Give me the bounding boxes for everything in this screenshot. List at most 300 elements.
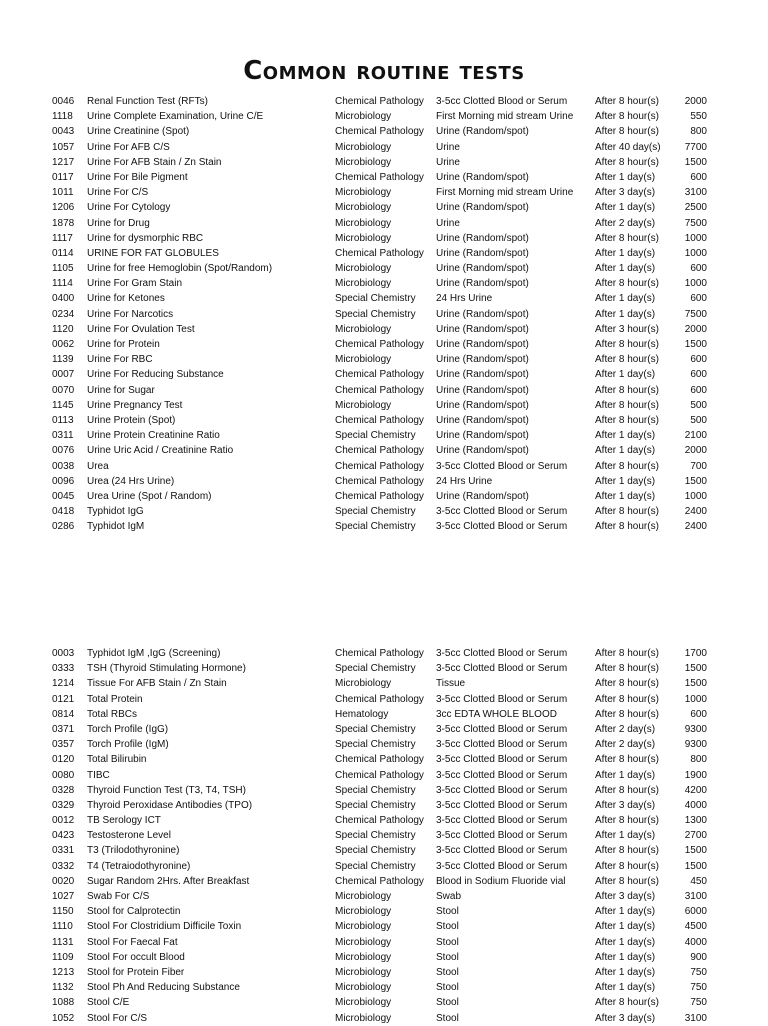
test-specimen: Urine (Random/spot): [436, 399, 529, 411]
test-specimen: 3cc EDTA WHOLE BLOOD: [436, 708, 557, 720]
table-row: [0, 1011, 768, 1026]
table-row: [0, 828, 768, 843]
test-price: 2000: [684, 96, 707, 107]
test-price: 3100: [684, 1012, 707, 1024]
test-department: Special Chemistry: [335, 308, 416, 320]
test-name: Stool Ph And Reducing Substance: [87, 982, 240, 994]
test-code: 0120: [52, 754, 75, 766]
test-code: 1878: [52, 217, 75, 229]
test-turnaround: After 1 day(s): [595, 906, 656, 918]
test-price: 4500: [684, 921, 707, 933]
table-row: [0, 519, 768, 534]
test-specimen: Urine (Random/spot): [436, 232, 529, 244]
test-department: Microbiology: [335, 187, 392, 199]
test-department: Microbiology: [335, 156, 392, 168]
test-turnaround: After 1 day(s): [595, 936, 656, 948]
test-price: 2000: [684, 445, 707, 457]
test-department: Microbiology: [335, 997, 392, 1009]
test-code: 0114: [52, 247, 74, 259]
test-code: 1145: [52, 399, 74, 411]
test-specimen: 3-5cc Clotted Blood or Serum: [436, 815, 568, 827]
test-turnaround: After 8 hour(s): [595, 784, 659, 796]
test-turnaround: After 8 hour(s): [595, 754, 659, 766]
test-code: 0117: [52, 171, 74, 183]
table-row: [0, 843, 768, 858]
table-row: [0, 398, 768, 413]
test-turnaround: After 8 hour(s): [595, 815, 659, 827]
table-row: [0, 124, 768, 139]
test-name: Stool for Calprotectin: [87, 906, 181, 918]
test-turnaround: After 1 day(s): [595, 369, 656, 381]
test-specimen: Stool: [436, 951, 459, 963]
test-code: 0328: [52, 784, 75, 796]
test-turnaround: After 8 hour(s): [595, 648, 659, 659]
test-specimen: Urine (Random/spot): [436, 384, 529, 396]
test-department: Microbiology: [335, 936, 392, 948]
page-title: Common routine tests: [243, 56, 525, 86]
test-turnaround: After 8 hour(s): [595, 126, 659, 138]
table-row: [0, 692, 768, 707]
test-price: 900: [690, 951, 707, 963]
test-department: Special Chemistry: [335, 860, 416, 872]
test-price: 3100: [684, 187, 707, 199]
test-name: Urine for dysmorphic RBC: [87, 232, 204, 244]
test-price: 750: [690, 982, 707, 994]
test-department: Special Chemistry: [335, 723, 416, 735]
test-specimen: Urine (Random/spot): [436, 490, 529, 502]
test-specimen: Urine (Random/spot): [436, 323, 529, 335]
test-code: 1057: [52, 141, 75, 153]
test-turnaround: After 1 day(s): [595, 202, 656, 214]
test-specimen: 24 Hrs Urine: [436, 475, 493, 487]
table-row: [0, 965, 768, 980]
test-turnaround: After 8 hour(s): [595, 845, 659, 857]
test-specimen: Stool: [436, 966, 459, 978]
table-row: [0, 367, 768, 382]
test-name: T4 (Tetraiodothyronine): [87, 860, 191, 872]
test-department: Microbiology: [335, 891, 392, 902]
test-price: 6000: [684, 906, 707, 918]
test-turnaround: After 8 hour(s): [595, 997, 659, 1009]
test-code: 1150: [52, 906, 74, 918]
test-code: 0012: [52, 815, 75, 827]
test-name: Urine For Cytology: [87, 202, 171, 214]
test-specimen: Urine: [436, 156, 460, 168]
test-turnaround: After 8 hour(s): [595, 96, 659, 107]
test-code: 0311: [52, 430, 74, 442]
test-specimen: Stool: [436, 921, 459, 933]
test-department: Chemical Pathology: [335, 490, 424, 502]
table-row: [0, 919, 768, 934]
test-department: Chemical Pathology: [335, 815, 424, 827]
test-code: 1120: [52, 323, 74, 335]
test-code: 0003: [52, 648, 75, 659]
table-row: [0, 768, 768, 783]
test-department: Special Chemistry: [335, 784, 416, 796]
test-code: 0020: [52, 875, 75, 887]
test-specimen: Urine (Random/spot): [436, 202, 529, 214]
test-name: TIBC: [87, 769, 110, 781]
test-department: Special Chemistry: [335, 521, 416, 533]
test-name: Urine For AFB C/S: [87, 141, 170, 153]
test-turnaround: After 2 day(s): [595, 739, 656, 751]
test-code: 1132: [52, 982, 74, 994]
test-turnaround: After 8 hour(s): [595, 278, 659, 290]
test-name: Torch Profile (IgM): [87, 739, 169, 751]
test-department: Microbiology: [335, 921, 392, 933]
table-row: [0, 337, 768, 352]
table-row: [0, 722, 768, 737]
test-department: Microbiology: [335, 982, 392, 994]
test-department: Microbiology: [335, 906, 392, 918]
test-code: 0371: [52, 723, 75, 735]
test-department: Microbiology: [335, 278, 392, 290]
test-price: 1500: [684, 156, 707, 168]
test-code: 1105: [52, 263, 74, 275]
test-turnaround: After 2 day(s): [595, 723, 656, 735]
test-specimen: Stool: [436, 997, 459, 1009]
test-code: 1052: [52, 1012, 75, 1024]
test-department: Chemical Pathology: [335, 247, 424, 259]
test-department: Chemical Pathology: [335, 96, 424, 107]
table-row: [0, 216, 768, 231]
test-name: Stool For occult Blood: [87, 951, 185, 963]
test-department: Special Chemistry: [335, 799, 416, 811]
test-turnaround: After 1 day(s): [595, 921, 656, 933]
test-name: Urine For Narcotics: [87, 308, 174, 320]
test-specimen: 3-5cc Clotted Blood or Serum: [436, 648, 568, 659]
test-department: Special Chemistry: [335, 430, 416, 442]
test-turnaround: After 3 day(s): [595, 187, 656, 199]
test-price: 1500: [684, 475, 707, 487]
test-name: Urine for free Hemoglobin (Spot/Random): [87, 263, 273, 275]
test-name: Stool for Protein Fiber: [87, 966, 185, 978]
table-row: [0, 707, 768, 722]
test-price: 500: [690, 414, 707, 426]
test-specimen: Urine (Random/spot): [436, 369, 529, 381]
test-price: 2500: [684, 202, 707, 214]
test-department: Microbiology: [335, 323, 392, 335]
test-department: Chemical Pathology: [335, 475, 424, 487]
test-price: 1900: [684, 769, 707, 781]
test-price: 600: [690, 384, 707, 396]
test-turnaround: After 8 hour(s): [595, 521, 659, 533]
test-turnaround: After 8 hour(s): [595, 708, 659, 720]
test-department: Chemical Pathology: [335, 126, 424, 138]
test-code: 0046: [52, 96, 75, 107]
table-row: [0, 155, 768, 170]
test-specimen: Urine (Random/spot): [436, 354, 529, 366]
test-department: Microbiology: [335, 354, 392, 366]
test-code: 0062: [52, 339, 75, 350]
test-name: Urine For RBC: [87, 354, 153, 366]
test-name: URINE FOR FAT GLOBULES: [87, 247, 219, 259]
test-specimen: Urine (Random/spot): [436, 414, 529, 426]
test-price: 1500: [684, 663, 707, 675]
test-code: 0331: [52, 845, 75, 857]
test-name: Urine Complete Examination, Urine C/E: [87, 111, 264, 123]
test-specimen: First Morning mid stream Urine: [436, 187, 574, 199]
test-turnaround: After 1 day(s): [595, 951, 656, 963]
table-row: [0, 413, 768, 428]
test-department: Microbiology: [335, 232, 392, 244]
table-row: [0, 489, 768, 504]
test-department: Microbiology: [335, 678, 392, 690]
test-name: Urea Urine (Spot / Random): [87, 490, 212, 502]
test-name: Urine For Ovulation Test: [87, 323, 195, 335]
test-department: Special Chemistry: [335, 830, 416, 842]
test-code: 0357: [52, 739, 75, 751]
test-name: Stool For Clostridium Difficile Toxin: [87, 921, 242, 933]
table-row: [0, 783, 768, 798]
test-specimen: 3-5cc Clotted Blood or Serum: [436, 693, 568, 705]
test-department: Chemical Pathology: [335, 875, 424, 887]
test-code: 0333: [52, 663, 75, 675]
test-department: Special Chemistry: [335, 845, 416, 857]
test-department: Chemical Pathology: [335, 414, 424, 426]
test-name: Stool C/E: [87, 997, 130, 1009]
test-department: Chemical Pathology: [335, 171, 424, 183]
table-row: [0, 813, 768, 828]
table-row: [0, 170, 768, 185]
test-name: Sugar Random 2Hrs. After Breakfast: [87, 875, 250, 887]
test-specimen: Urine (Random/spot): [436, 278, 529, 290]
table-row: [0, 950, 768, 965]
test-turnaround: After 1 day(s): [595, 263, 656, 275]
test-price: 1700: [684, 648, 707, 659]
test-specimen: Stool: [436, 1012, 459, 1024]
test-name: Testosterone Level: [87, 830, 171, 842]
test-price: 1300: [684, 815, 707, 827]
test-code: 0418: [52, 506, 75, 518]
test-code: 1118: [52, 111, 73, 123]
test-specimen: Urine (Random/spot): [436, 171, 529, 183]
table-row: [0, 661, 768, 676]
test-department: Chemical Pathology: [335, 648, 424, 659]
test-department: Microbiology: [335, 1012, 392, 1024]
test-price: 750: [690, 966, 707, 978]
table-row: [0, 859, 768, 874]
test-name: Thyroid Peroxidase Antibodies (TPO): [87, 799, 253, 811]
test-name: Total Bilirubin: [87, 754, 147, 766]
test-code: 0045: [52, 490, 75, 502]
table-row: [0, 676, 768, 691]
test-price: 1000: [684, 490, 707, 502]
test-price: 600: [690, 354, 707, 366]
test-code: 1213: [52, 966, 75, 978]
test-specimen: 3-5cc Clotted Blood or Serum: [436, 754, 568, 766]
test-turnaround: After 8 hour(s): [595, 860, 659, 872]
test-specimen: Stool: [436, 936, 459, 948]
test-code: 1011: [52, 187, 74, 199]
test-specimen: 3-5cc Clotted Blood or Serum: [436, 521, 568, 533]
test-specimen: Urine: [436, 141, 460, 153]
test-price: 3100: [684, 891, 707, 902]
test-code: 0332: [52, 860, 75, 872]
test-specimen: 3-5cc Clotted Blood or Serum: [436, 460, 568, 472]
test-specimen: Urine (Random/spot): [436, 308, 529, 320]
test-name: Typhidot IgM: [87, 521, 145, 533]
test-price: 1000: [684, 247, 707, 259]
test-price: 700: [690, 460, 707, 472]
test-name: Torch Profile (IgG): [87, 723, 169, 735]
test-name: Swab For C/S: [87, 891, 150, 902]
test-specimen: 3-5cc Clotted Blood or Serum: [436, 784, 568, 796]
test-price: 2700: [684, 830, 707, 842]
test-name: Urine Creatinine (Spot): [87, 126, 190, 138]
test-department: Microbiology: [335, 399, 392, 411]
test-code: 1114: [52, 278, 73, 290]
test-turnaround: After 8 hour(s): [595, 156, 659, 168]
table-row: [0, 140, 768, 155]
test-specimen: Urine (Random/spot): [436, 126, 529, 138]
test-name: Urine for Ketones: [87, 293, 165, 305]
test-department: Microbiology: [335, 202, 392, 214]
test-name: Urine Protein Creatinine Ratio: [87, 430, 220, 442]
table-row: [0, 276, 768, 291]
test-code: 1088: [52, 997, 75, 1009]
test-code: 1109: [52, 951, 74, 963]
test-code: 1110: [52, 921, 73, 933]
test-specimen: Urine: [436, 217, 460, 229]
test-specimen: 24 Hrs Urine: [436, 293, 493, 305]
test-price: 1000: [684, 278, 707, 290]
table-row: [0, 261, 768, 276]
test-name: Urine For Gram Stain: [87, 278, 183, 290]
test-name: Urine Protein (Spot): [87, 414, 176, 426]
test-price: 1000: [684, 693, 707, 705]
test-department: Microbiology: [335, 217, 392, 229]
table-row: [0, 504, 768, 519]
table-row: [0, 185, 768, 200]
test-department: Chemical Pathology: [335, 445, 424, 457]
test-specimen: 3-5cc Clotted Blood or Serum: [436, 799, 568, 811]
test-price: 2100: [684, 430, 707, 442]
test-turnaround: After 1 day(s): [595, 247, 656, 259]
table-row: [0, 646, 768, 661]
test-code: 1027: [52, 891, 75, 902]
test-specimen: 3-5cc Clotted Blood or Serum: [436, 830, 568, 842]
test-department: Chemical Pathology: [335, 460, 424, 472]
test-specimen: Urine (Random/spot): [436, 339, 529, 350]
test-name: Urea: [87, 460, 109, 472]
test-department: Chemical Pathology: [335, 754, 424, 766]
test-code: 0113: [52, 414, 74, 426]
test-specimen: Urine (Random/spot): [436, 247, 529, 259]
test-specimen: Stool: [436, 906, 459, 918]
table-row: [0, 428, 768, 443]
test-price: 2400: [684, 521, 707, 533]
test-name: Total RBCs: [87, 708, 138, 720]
test-turnaround: After 3 day(s): [595, 891, 656, 902]
table-row: [0, 322, 768, 337]
test-price: 450: [690, 875, 707, 887]
test-code: 0234: [52, 308, 75, 320]
test-code: 0121: [52, 693, 75, 705]
test-price: 600: [690, 708, 707, 720]
test-price: 9300: [684, 739, 707, 751]
test-price: 7500: [684, 308, 707, 320]
test-name: Urine for Protein: [87, 339, 160, 350]
test-price: 800: [690, 126, 707, 138]
test-price: 4000: [684, 799, 707, 811]
test-department: Chemical Pathology: [335, 693, 424, 705]
table-row: [0, 307, 768, 322]
test-turnaround: After 8 hour(s): [595, 414, 659, 426]
test-name: Urine For C/S: [87, 187, 149, 199]
test-price: 1500: [684, 860, 707, 872]
test-turnaround: After 3 hour(s): [595, 323, 659, 335]
test-code: 0007: [52, 369, 75, 381]
test-price: 600: [690, 369, 707, 381]
test-price: 1500: [684, 845, 707, 857]
test-name: Urine For Bile Pigment: [87, 171, 188, 183]
test-price: 1500: [684, 678, 707, 690]
test-name: Typhidot IgM ,IgG (Screening): [87, 648, 221, 659]
test-price: 600: [690, 263, 707, 275]
test-code: 0096: [52, 475, 75, 487]
table-row: [0, 474, 768, 489]
test-specimen: Blood in Sodium Fluoride vial: [436, 875, 566, 887]
test-price: 1500: [684, 339, 707, 350]
test-code: 0400: [52, 293, 75, 305]
test-turnaround: After 8 hour(s): [595, 339, 659, 350]
test-department: Microbiology: [335, 141, 392, 153]
test-turnaround: After 1 day(s): [595, 830, 656, 842]
test-turnaround: After 8 hour(s): [595, 399, 659, 411]
test-specimen: 3-5cc Clotted Blood or Serum: [436, 663, 568, 675]
test-price: 2400: [684, 506, 707, 518]
test-turnaround: After 8 hour(s): [595, 384, 659, 396]
test-specimen: Urine (Random/spot): [436, 263, 529, 275]
table-row: [0, 383, 768, 398]
test-turnaround: After 8 hour(s): [595, 693, 659, 705]
test-name: TB Serology ICT: [87, 815, 161, 827]
test-turnaround: After 1 day(s): [595, 475, 656, 487]
table-row: [0, 737, 768, 752]
table-row: [0, 231, 768, 246]
test-specimen: 3-5cc Clotted Blood or Serum: [436, 769, 568, 781]
test-turnaround: After 1 day(s): [595, 430, 656, 442]
test-turnaround: After 1 day(s): [595, 769, 656, 781]
test-turnaround: After 8 hour(s): [595, 232, 659, 244]
test-turnaround: After 8 hour(s): [595, 460, 659, 472]
table-row: [0, 798, 768, 813]
test-department: Chemical Pathology: [335, 384, 424, 396]
test-department: Special Chemistry: [335, 739, 416, 751]
test-name: Stool For Faecal Fat: [87, 936, 178, 948]
test-price: 600: [690, 293, 707, 305]
test-department: Microbiology: [335, 966, 392, 978]
test-code: 0423: [52, 830, 75, 842]
test-turnaround: After 1 day(s): [595, 982, 656, 994]
test-turnaround: After 1 day(s): [595, 293, 656, 305]
test-department: Chemical Pathology: [335, 769, 424, 781]
test-name: T3 (Trilodothyronine): [87, 845, 180, 857]
table-row: [0, 889, 768, 904]
table-row: [0, 980, 768, 995]
test-turnaround: After 3 day(s): [595, 799, 656, 811]
test-price: 7500: [684, 217, 707, 229]
test-name: Total Protein: [87, 693, 143, 705]
test-turnaround: After 8 hour(s): [595, 678, 659, 690]
test-price: 600: [690, 171, 707, 183]
test-name: Urine for Drug: [87, 217, 150, 229]
table-row: [0, 109, 768, 124]
test-turnaround: After 8 hour(s): [595, 663, 659, 675]
test-specimen: 3-5cc Clotted Blood or Serum: [436, 96, 568, 107]
test-department: Microbiology: [335, 263, 392, 275]
